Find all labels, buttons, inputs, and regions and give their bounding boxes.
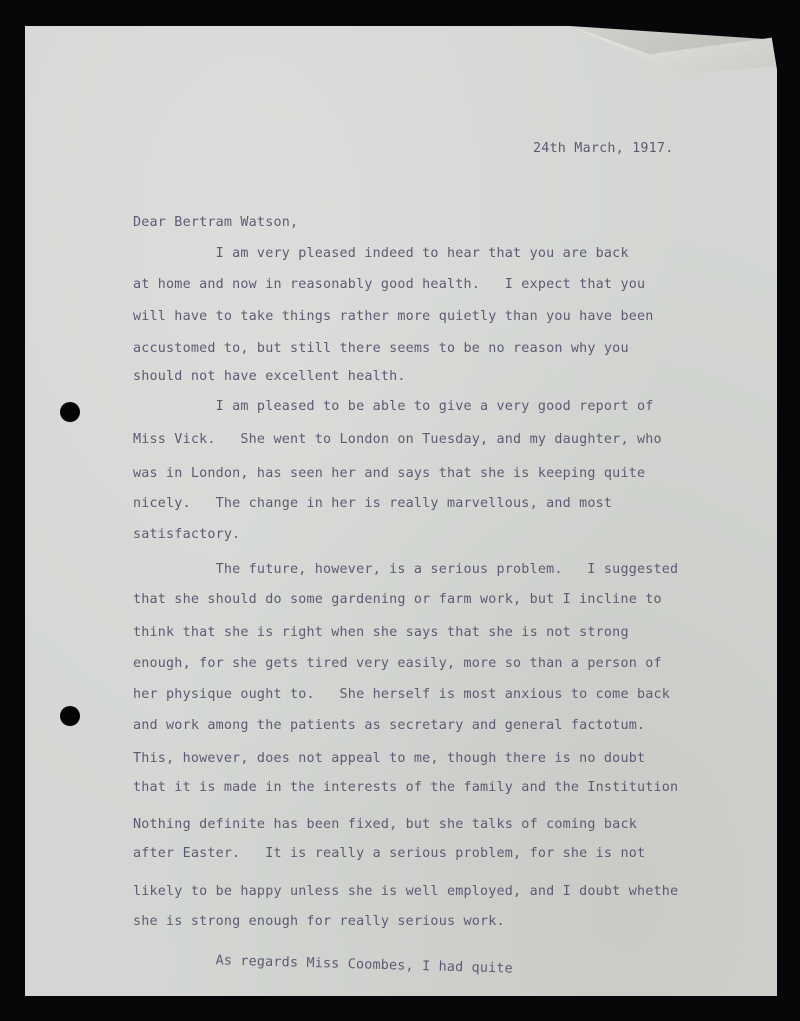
punch-hole-top	[60, 402, 80, 422]
letter-line: satisfactory.	[133, 527, 241, 542]
letter-line: As regards Miss Coombes, I had quite	[132, 951, 514, 977]
letter-line: Miss Vick. She went to London on Tuesday, and my daughter, who	[133, 432, 662, 447]
letter-line: after Easter. It is really a serious problem, for she is not	[133, 846, 646, 861]
letter-line: think that she is right when she says that she is not strong	[133, 625, 629, 640]
letter-line: that it is made in the interests of the family and the Institution	[133, 780, 679, 795]
letter-line: she is strong enough for really serious work.	[133, 914, 505, 929]
letter-line: and work among the patients as secretary and general factotum.	[133, 718, 646, 733]
letter-salutation: Dear Bertram Watson,	[133, 215, 299, 230]
letter-line: This, however, does not appeal to me, though there is no doubt	[133, 751, 646, 766]
letter-line: I am very pleased indeed to hear that you are back	[133, 246, 629, 261]
letter-line: I am pleased to be able to give a very good report of	[133, 399, 654, 414]
letter-line: her physique ought to. She herself is most anxious to come back	[133, 687, 671, 702]
letter-line: nicely. The change in her is really marvellous, and most	[133, 496, 613, 511]
letter-line: that she should do some gardening or farm work, but I incline to	[133, 592, 662, 607]
letter-line: accustomed to, but still there seems to be no reason why you	[133, 341, 629, 356]
letter-line: likely to be happy unless she is well employed, and I doubt whethe	[133, 884, 679, 899]
letter-line: Nothing definite has been fixed, but she talks of coming back	[133, 817, 637, 832]
letter-line: will have to take things rather more quietly than you have been	[133, 309, 654, 324]
letter-date: 24th March, 1917.	[533, 141, 674, 156]
punch-hole-bottom	[60, 706, 80, 726]
letter-line: should not have excellent health.	[133, 369, 406, 384]
letter-line: at home and now in reasonably good health. I expect that you	[133, 277, 646, 292]
letter-line: enough, for she gets tired very easily, more so than a person of	[133, 656, 662, 671]
letter-line: The future, however, is a serious problem. I suggested	[133, 562, 679, 577]
letter-line: was in London, has seen her and says that she is keeping quite	[133, 466, 646, 481]
